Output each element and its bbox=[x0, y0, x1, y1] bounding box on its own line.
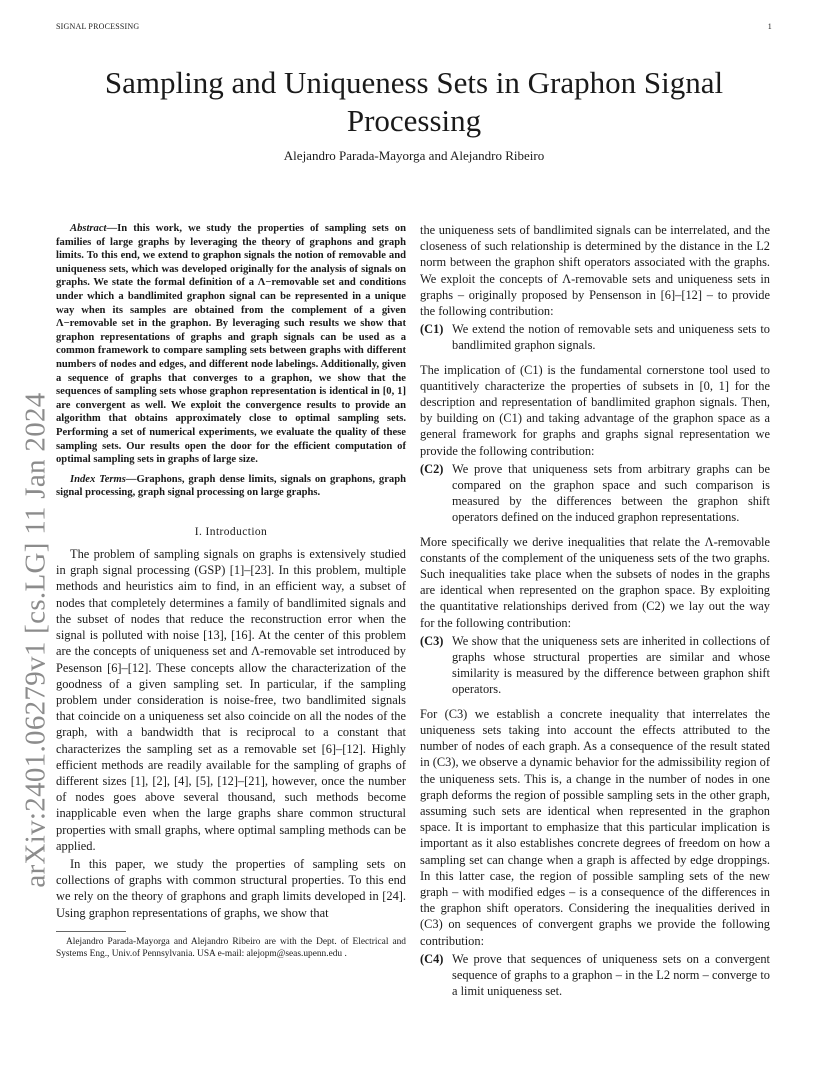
footnote-rule bbox=[56, 931, 126, 932]
right-paragraph-2: The implication of (C1) is the fundamental cornerstone tool used to quantitively characterize the properties of subsets in [0, 1] for the description and representation of bandlimited graphon signals. Then, by building on (C1) and taking advantage of the graphon space as a general framework for graphs and graphs signal representation we provide the following contribution: bbox=[420, 362, 770, 458]
abstract-text: —In this work, we study the properties of sampling sets on families of large graphs by leveraging the theory of graphons and graph limits. To this end, we extend to graphon signals the notion of removable and uniqueness sets, which was developed originally for the analysis of signals on graphs. We state the formal definition of a Λ−removable set and conditions under which a bandlimited graphon signal can be represented in a unique way when its samples are obtained from the complement of a given Λ−removable set in the graphon. By leveraging such results we show that graphon representations of graphs and graph signals can be used as a common framework to compare sampling sets between graphs with different numbers of nodes and edges, and different node labelings. Additionally, given a sequence of graphs that converges to a graphon, we show that the sequences of sampling sets whose graphon representation is identical in [0, 1] are convergent as well. We exploit the convergence results to provide an algorithm that obtains approximately close to optimal sampling sets. Performing a set of numerical experiments, we evaluate the quality of these sampling sets. Our results open the door for the efficient computation of optimal sampling sets in graphs of large size. bbox=[56, 223, 406, 466]
right-paragraph-4: For (C3) we establish a concrete inequality that interrelates the uniqueness sets taking into account the effects attributed to the number of nodes of each graph. As a consequence of the result stated in (C3), we observe a dynamic behavior for the admissibility region of the uniqueness sets. This is, a change in the number of nodes in one graph deforms the region of possible sampling sets in the other graph, assuming such sets are identical when represented in the graphon space. It is important to emphasize that this particular implication is important as it also establishes concrete degrees of freedom on how a sampling set can change when a graph is affected by edge droppings. In this latter case, the region of possible sampling sets of the new graph – with modified edges – is a consequence of the differences in the graphon shift operators. Considering the inequalities derived in (C3) on sequences of convergent graphs we provide the following contribution: bbox=[420, 706, 770, 948]
contribution-label: (C4) bbox=[420, 951, 444, 966]
contribution-text: We extend the notion of removable sets and uniqueness sets to bandlimited graphon signals. bbox=[452, 322, 770, 353]
index-terms-text: —Graphons, graph dense limits, signals on graphons, graph signal processing, graph signal processing on large graphs. bbox=[56, 473, 406, 499]
journal-name: SIGNAL PROCESSING bbox=[56, 22, 140, 31]
index-terms-lead: Index Terms bbox=[70, 473, 126, 485]
right-paragraph-3: More specifically we derive inequalities that relate the Λ-removable constants of the complement of the uniqueness sets of the two graphs. Such inequalities take place when the subsets of nodes in the graphs are identical when represented on the graphon space. By exploiting the quantitative relationships derived from (C2) we lay out the way for the following contribution: bbox=[420, 534, 770, 630]
contribution-text: We show that the uniqueness sets are inherited in collections of graphs whose structural properties are similar and whose similarity is measured by the difference between graphon shift operators. bbox=[452, 633, 770, 697]
contribution-text: We prove that sequences of uniqueness sets on a convergent sequence of graphs to a graphon – in the L2 norm – converge to a limit uniqueness set. bbox=[452, 951, 770, 999]
contribution-text: We prove that uniqueness sets from arbitrary graphs can be compared on the graphon space and such comparison is measured by the differences between the graphon shift operators defined on the induced graphon representations. bbox=[452, 461, 770, 525]
contribution-label: (C3) bbox=[420, 633, 444, 648]
contribution-c3 bbox=[420, 633, 770, 698]
contribution-c4 bbox=[420, 951, 770, 1000]
paper-title: Sampling and Uniqueness Sets in Graphon Signal Processing bbox=[104, 65, 724, 138]
contribution-c2 bbox=[420, 461, 770, 526]
section-heading-introduction: I. Introduction bbox=[194, 525, 268, 538]
contribution-label: (C2) bbox=[420, 461, 444, 476]
contribution-c1 bbox=[420, 321, 770, 353]
intro-paragraph-1: The problem of sampling signals on graphs is extensively studied in graph signal processing (GSP) [1]–[23]. In this problem, multiple methods and heuristics aim to find, in an efficient way, a subset of nodes that completely determines a family of bandlimited signals and the subset of nodes that reduce the reconstruction error when the signal is polluted with noise [13], [16]. At the center of this problem are the concepts of uniqueness set and Λ-removable set introduced by Pesenson [6]–[12]. These concepts allow the characterization of the goodness of a given sampling set. In particular, if the sampling problem under consideration is noise-free, two bandlimited signals that coincide on a uniqueness set also coincide on all the nodes of the graph, with a bandwidth that is reciprocal to a constant that characterizes the sampling set as a removable set [6]–[12]. Highly efficient methods are readily available for the sampling of graphs of different sizes [1], [2], [4], [5], [12]–[21], however, once the number of nodes goes above several thousand, such methods become inapplicable even when the large graphs share common structural properties with small graphs, where optimal sampling methods can be applied. bbox=[56, 547, 406, 853]
right-paragraph-1: the uniqueness sets of bandlimited signals can be interrelated, and the closeness of such relationship is determined by the distance in the L2 norm between the graphon shift operators associated with the graphs. We exploit the concepts of Λ-removable sets and uniqueness sets in graphs – originally proposed by Pensenson in [6]–[12] – to provide the following contribution: bbox=[420, 223, 770, 319]
author-footnote: Alejandro Parada-Mayorga and Alejandro Ribeiro are with the Dept. of Electrical and Systems Eng., Univ.of Pennsylvania. USA e-mail: alejopm@seas.upenn.edu . bbox=[56, 936, 406, 959]
abstract-lead: Abstract bbox=[70, 223, 107, 234]
left-column bbox=[56, 222, 406, 960]
contribution-label: (C1) bbox=[420, 322, 444, 337]
index-terms bbox=[56, 473, 406, 500]
intro-paragraph-2: In this paper, we study the properties of sampling sets on collections of graphs with common structural properties. To this end we rely on the theory of graphons and graph limits developed in [24]. Using graphon representations of graphs, we show that bbox=[56, 856, 406, 920]
paper-authors: Alejandro Parada-Mayorga and Alejandro Ribeiro bbox=[283, 148, 545, 163]
page-number: 1 bbox=[767, 22, 772, 31]
running-head bbox=[56, 22, 772, 31]
abstract bbox=[56, 222, 406, 467]
arxiv-stamp: arXiv:2401.06279v1 [cs.LG] 11 Jan 2024 bbox=[19, 392, 52, 888]
right-column bbox=[420, 222, 770, 1007]
